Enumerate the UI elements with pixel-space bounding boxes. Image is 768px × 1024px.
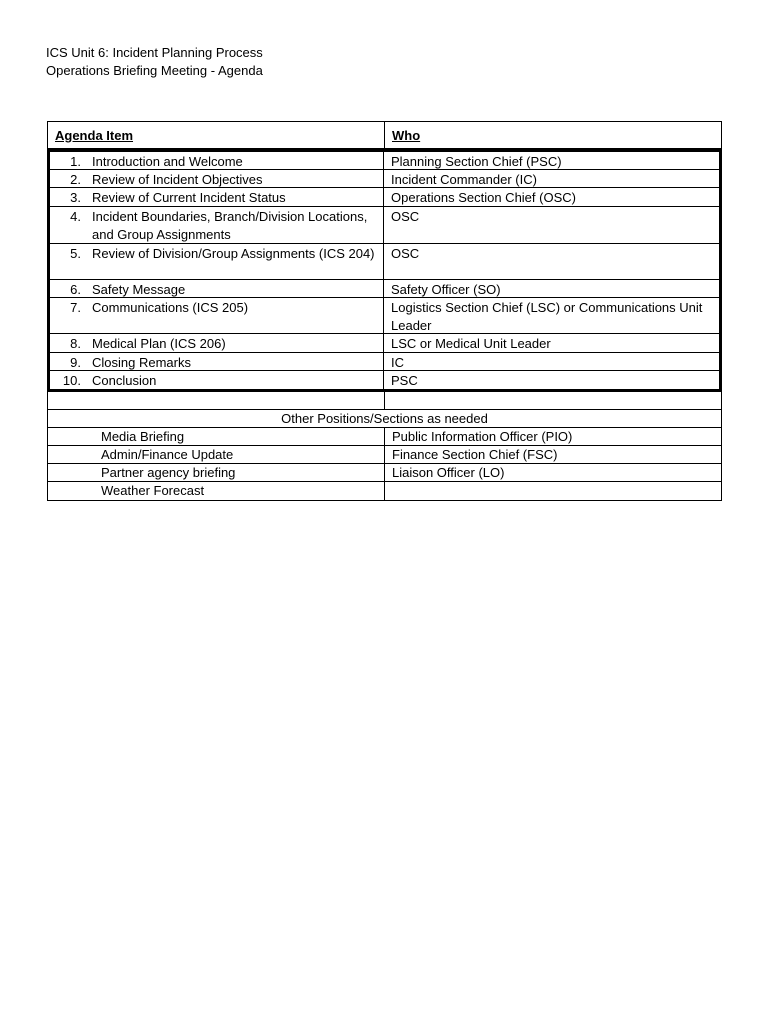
item-number: 4. <box>70 209 81 224</box>
other-positions-block <box>47 392 722 501</box>
table-row <box>48 482 721 500</box>
table-row <box>50 207 719 244</box>
item-number: 6. <box>70 282 81 297</box>
table-row <box>50 188 719 207</box>
who-cell: Incident Commander (IC) <box>391 172 537 187</box>
agenda-items-block <box>47 149 722 392</box>
table-row <box>48 446 721 464</box>
document-title: ICS Unit 6: Incident Planning Process <box>46 45 263 60</box>
agenda-item: Safety Message <box>92 282 186 297</box>
agenda-item: Introduction and Welcome <box>92 154 243 169</box>
table-row <box>50 170 719 188</box>
table-row <box>50 371 719 389</box>
agenda-item: Incident Boundaries, Branch/Division Locations, and Group Assignments <box>92 209 368 242</box>
table-row <box>50 334 719 353</box>
agenda-item: Weather Forecast <box>48 482 385 500</box>
agenda-item: Review of Current Incident Status <box>92 190 286 205</box>
agenda-item: Partner agency briefing <box>48 464 385 481</box>
agenda-item-column-header: Agenda Item <box>48 122 385 148</box>
who-cell: Logistics Section Chief (LSC) or Communications Unit Leader <box>391 300 703 333</box>
who-column-header: Who <box>392 128 421 143</box>
who-cell: OSC <box>391 246 420 261</box>
table-row <box>50 280 719 298</box>
who-cell: Finance Section Chief (FSC) <box>392 447 558 462</box>
who-cell: IC <box>391 355 404 370</box>
who-cell: Public Information Officer (PIO) <box>392 429 573 444</box>
table-row <box>50 353 719 371</box>
who-cell <box>385 482 721 500</box>
agenda-item: Admin/Finance Update <box>48 446 385 463</box>
who-cell: Liaison Officer (LO) <box>392 465 505 480</box>
table-row <box>48 464 721 482</box>
who-cell: PSC <box>391 373 418 388</box>
item-number: 2. <box>70 172 81 187</box>
document-header <box>46 44 263 80</box>
agenda-item: Closing Remarks <box>92 355 191 370</box>
empty-row <box>48 392 721 410</box>
item-number: 9. <box>70 355 81 370</box>
item-number: 10. <box>62 373 81 388</box>
item-number: 1. <box>70 154 81 169</box>
table-row <box>50 152 719 170</box>
document-subtitle: Operations Briefing Meeting - Agenda <box>46 63 263 78</box>
item-number: 3. <box>70 190 81 205</box>
agenda-item: Communications (ICS 205) <box>92 300 249 315</box>
item-number: 8. <box>70 336 81 351</box>
table-row <box>48 428 721 446</box>
who-cell: OSC <box>391 209 420 224</box>
agenda-item: Conclusion <box>92 373 157 388</box>
agenda-item: Review of Incident Objectives <box>92 172 263 187</box>
agenda-item: Media Briefing <box>48 428 385 445</box>
who-cell: Planning Section Chief (PSC) <box>391 154 562 169</box>
who-cell: Operations Section Chief (OSC) <box>391 190 576 205</box>
agenda-item: Review of Division/Group Assignments (ICS 204) <box>92 246 375 261</box>
table-row <box>50 298 719 334</box>
table-row <box>50 244 719 280</box>
other-positions-heading: Other Positions/Sections as needed <box>281 411 488 426</box>
who-cell: Safety Officer (SO) <box>391 282 501 297</box>
other-positions-heading-row <box>48 410 721 428</box>
who-cell: LSC or Medical Unit Leader <box>391 336 551 351</box>
item-number: 7. <box>70 300 81 315</box>
agenda-item: Medical Plan (ICS 206) <box>92 336 226 351</box>
table-header-row <box>47 121 722 149</box>
item-number: 5. <box>70 246 81 261</box>
